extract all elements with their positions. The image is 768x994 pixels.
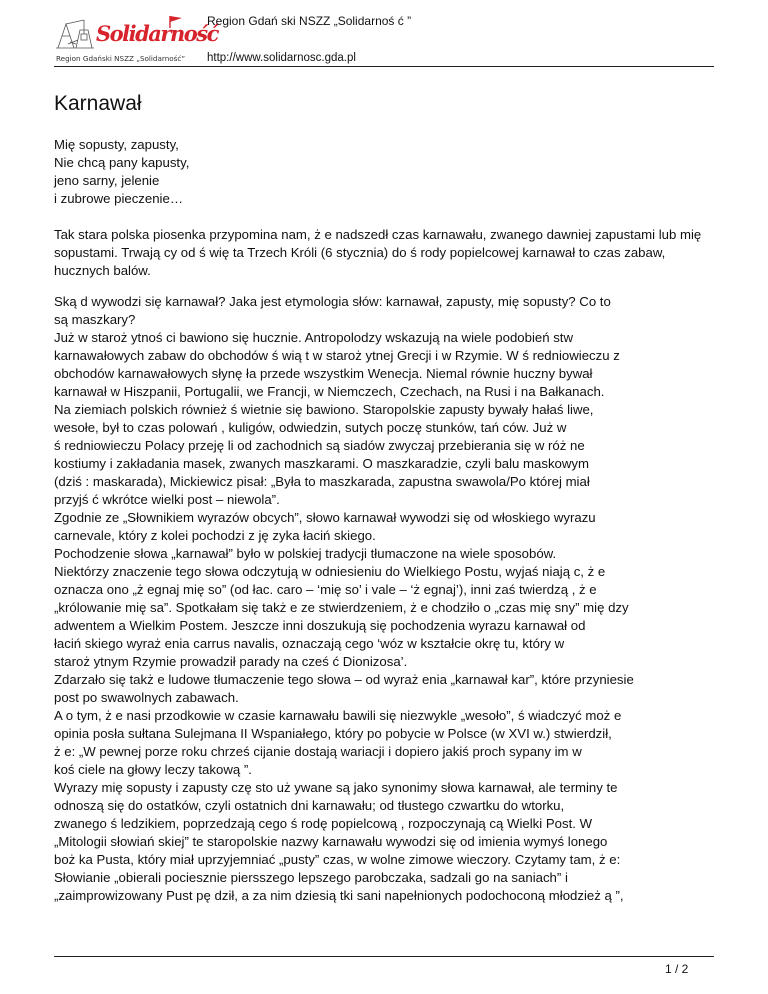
- poem-line: Mię sopusty, zapusty,: [54, 137, 179, 152]
- body-line: carnevale, który z kolei pochodzi z ję zyka łaciń skiego.: [54, 528, 376, 543]
- body-line: „zaimprowizowany Pust pę dził, a za nim dziesią tki sani napełnionych podochoconą młodzież ą ”,: [54, 888, 624, 903]
- body-line: karnawałowych zabaw do obchodów ś wią t w staroż ytnej Grecji i w Rzymie. W ś redniowieczu z: [54, 348, 620, 363]
- footer-divider: [54, 956, 714, 957]
- body-line: staroż ytnym Rzymie prowadził parady na cześ ć Dionizosa’.: [54, 654, 408, 669]
- body-line: Zdarzało się takż e ludowe tłumaczenie tego słowa – od wyraż enia „karnawał kar”, które przyniesie: [54, 672, 634, 687]
- body-line: zwanego ś ledzikiem, poprzedzają cego ś rodę popielcową , rozpoczynają cą Wielki Post. W: [54, 816, 593, 831]
- intro-paragraph: Tak stara polska piosenka przypomina nam, ż e nadszedł czas karnawału, zwanego dawniej zapustami lub mię sopustami. Trwają cy od ś wię ta Trzech Króli (6 stycznia) do ś rody popielcowej karnawał to czas zabaw, hucznych balów.: [54, 227, 702, 278]
- poem: [54, 136, 189, 208]
- body-line: Pochodzenie słowa „karnawał” było w polskiej tradycji tłumaczone na wiele sposobów.: [54, 546, 557, 561]
- poem-line: Nie chcą pany kapusty,: [54, 155, 190, 170]
- body-line: łaciń skiego wyraż enia carrus navalis, oznaczają cego ‘wóz w kształcie okrę tu, który w: [54, 636, 565, 651]
- region-title: Region Gdań ski NSZZ „Solidarnoś ć ”: [207, 14, 412, 28]
- body-line: „królowanie mię sa”. Spotkałam się takż e ze stwierdzeniem, ż e chodziło o „czas mię sny” mię dzy: [54, 600, 629, 615]
- body-line: są maszkary?: [54, 312, 136, 327]
- poem-line: jeno sarny, jelenie: [54, 173, 160, 188]
- body-line: Wyrazy mię sopusty i zapusty czę sto uż ywane są jako synonimy słowa karnawał, ale terminy te: [54, 780, 618, 795]
- body-line: koś ciele na głowy leczy takową ”.: [54, 762, 252, 777]
- body-line: A o tym, ż e nasi przodkowie w czasie karnawału bawili się niezwykle „wesoło”, ś wiadczyć moż e: [54, 708, 622, 723]
- page-title: Karnawał: [54, 92, 142, 115]
- body-line: post po swawolnych zabawach.: [54, 690, 239, 705]
- body-line: adwentem a Wielkim Postem. Jeszcze inni doszukują się pochodzenia wyrazu karnawał od: [54, 618, 586, 633]
- body-line: Słowianie „obierali pociesznie piersszego lepszego parobczaka, sadzali go na saniach” i: [54, 870, 568, 885]
- body-line: „Mitologii słowiań skiej” te staropolskie nazwy karnawału wywodzi się od imienia wymyś lonego: [54, 834, 608, 849]
- body-line: kostiumy i zakładania masek, zwanych maszkarami. O maszkaradzie, czyli balu maskowym: [54, 456, 589, 471]
- page-header: [54, 14, 714, 66]
- body-line: przyjś ć wkrótce wielki post – niewola”.: [54, 492, 280, 507]
- logo-caption: Region Gdański NSZZ „Solidarność”: [56, 54, 186, 63]
- body-line: Ską d wywodzi się karnawał? Jaka jest etymologia słów: karnawał, zapusty, mię sopusty? Co to: [54, 294, 611, 309]
- body-line: (dziś : maskarada), Mickiewicz pisał: „Była to maszkarada, zapustna swawola/Po której miał: [54, 474, 590, 489]
- body-line: opinia posła sułtana Sulejmana II Wspaniałego, który po pobycie w Polsce (w XVI w.) stwierdził,: [54, 726, 612, 741]
- body-line: obchodów karnawałowych słynę ła przede wszystkim Wenecja. Niemal równie huczny bywał: [54, 366, 593, 381]
- body-line: ż e: „W pewnej porze roku chrześ cijanie dostają wariacji i dopiero jakiś proch sypany im w: [54, 744, 582, 759]
- body-line: Niektórzy znaczenie tego słowa odczytują w odniesieniu do Wielkiego Postu, wyjaś niają c, ż e: [54, 564, 606, 579]
- site-url-link[interactable]: http://www.solidarnosc.gda.pl: [207, 52, 356, 64]
- poem-line: i zubrowe pieczenie…: [54, 191, 184, 206]
- body-line: odnoszą się do ostatków, czyli ostatnich dni karnawału; od tłustego czwartku do wtorku,: [54, 798, 565, 813]
- body-line: oznacza ono „ż egnaj mię so” (od łac. caro – ‘mię so’ i vale – ‘ż egnaj’), inni zaś twierdzą , ż e: [54, 582, 597, 597]
- body-line: wesołe, był to czas polowań , kuligów, odwiedzin, sutych poczę stunków, tań ców. Już w: [54, 420, 567, 435]
- body-line: boż ka Pusta, który miał uprzyjemniać „pusty” czas, w wolne zimowe wieczory. Czytamy tam, ż e:: [54, 852, 621, 867]
- solidarnosc-logo: [54, 14, 218, 66]
- header-divider: [54, 66, 714, 67]
- solidarnosc-logo-icon: [54, 14, 218, 52]
- logo-lettering: Solidarność: [96, 21, 218, 46]
- body-line: Na ziemiach polskich również ś wietnie się bawiono. Staropolskie zapusty bywały hałaś liwe,: [54, 402, 594, 417]
- article-body: [54, 293, 722, 905]
- body-line: Zgodnie ze „Słownikiem wyrazów obcych”, słowo karnawał wywodzi się od włoskiego wyrazu: [54, 510, 596, 525]
- body-line: ś redniowieczu Polacy przeję li od zachodnich są siadów zwyczaj przebierania się w róż ne: [54, 438, 585, 453]
- body-line: karnawał w Hiszpanii, Portugalii, we Francji, w Niemczech, Czechach, na Rusi i na Bałkanach.: [54, 384, 605, 399]
- page-number: 1 / 2: [665, 962, 689, 976]
- body-line: Już w staroż ytnoś ci bawiono się hucznie. Antropolodzy wskazują na wiele podobień stw: [54, 330, 573, 345]
